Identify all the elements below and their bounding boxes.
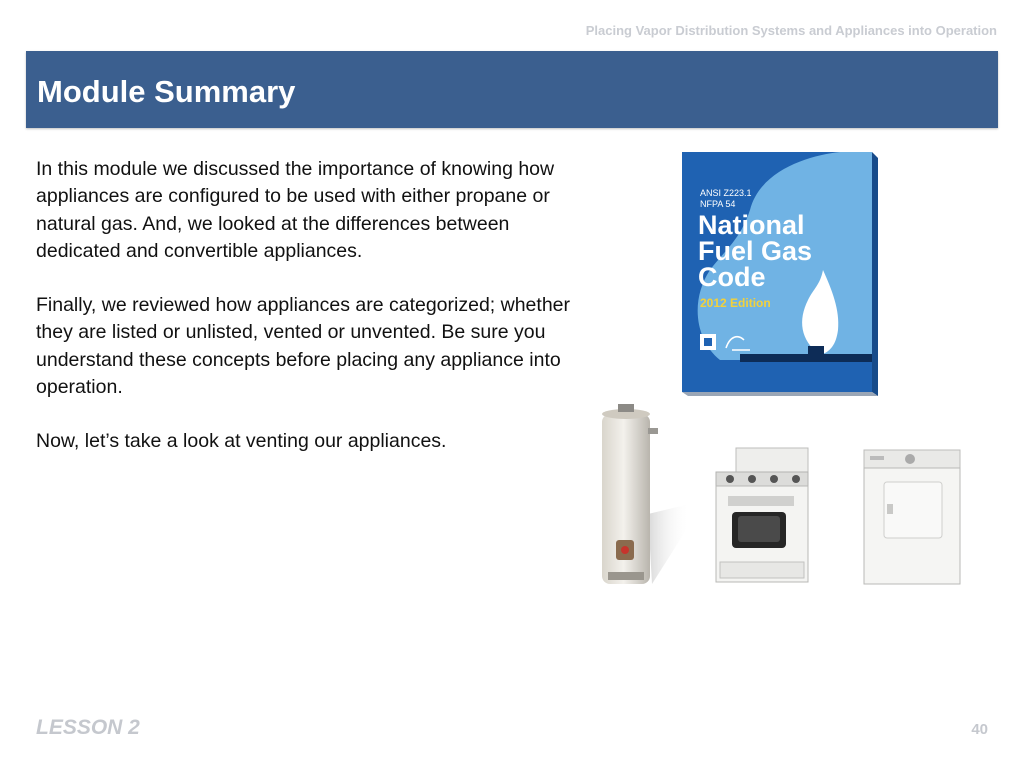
- book-standard-2: NFPA 54: [700, 199, 736, 209]
- fuel-gas-code-book-image: [680, 150, 878, 398]
- book-title-2: Fuel Gas: [698, 236, 813, 266]
- gas-range-icon: [716, 448, 808, 582]
- clothes-dryer-icon: [864, 450, 960, 584]
- book-title-1: National: [698, 210, 805, 240]
- book-standard-1: ANSI Z223.1: [700, 188, 752, 198]
- book-title-3: Code: [698, 262, 766, 292]
- lesson-label: LESSON 2: [36, 716, 140, 739]
- slide-title: Module Summary: [37, 74, 296, 109]
- summary-paragraph-2: Finally, we reviewed how appliances are categorized; whether they are listed or unlisted, vented or unvented. Be sure you understand these concepts before placing any appliance into operation.: [36, 294, 571, 399]
- title-band: [26, 51, 998, 128]
- course-title: Placing Vapor Distribution Systems and Appliances into Operation: [585, 23, 997, 38]
- page-number: 40: [971, 721, 988, 738]
- summary-paragraph-3: Now, let’s take a look at venting our appliances.: [36, 430, 447, 453]
- water-heater-icon: [602, 404, 690, 584]
- summary-paragraph-1: In this module we discussed the importance of knowing how appliances are configured to be used with either propane or natural gas. And, we looked at the differences between dedicated and convertible appliances.: [36, 158, 555, 262]
- appliances-image: [590, 404, 972, 594]
- book-edition: 2012 Edition: [700, 296, 771, 310]
- summary-text: [36, 156, 582, 483]
